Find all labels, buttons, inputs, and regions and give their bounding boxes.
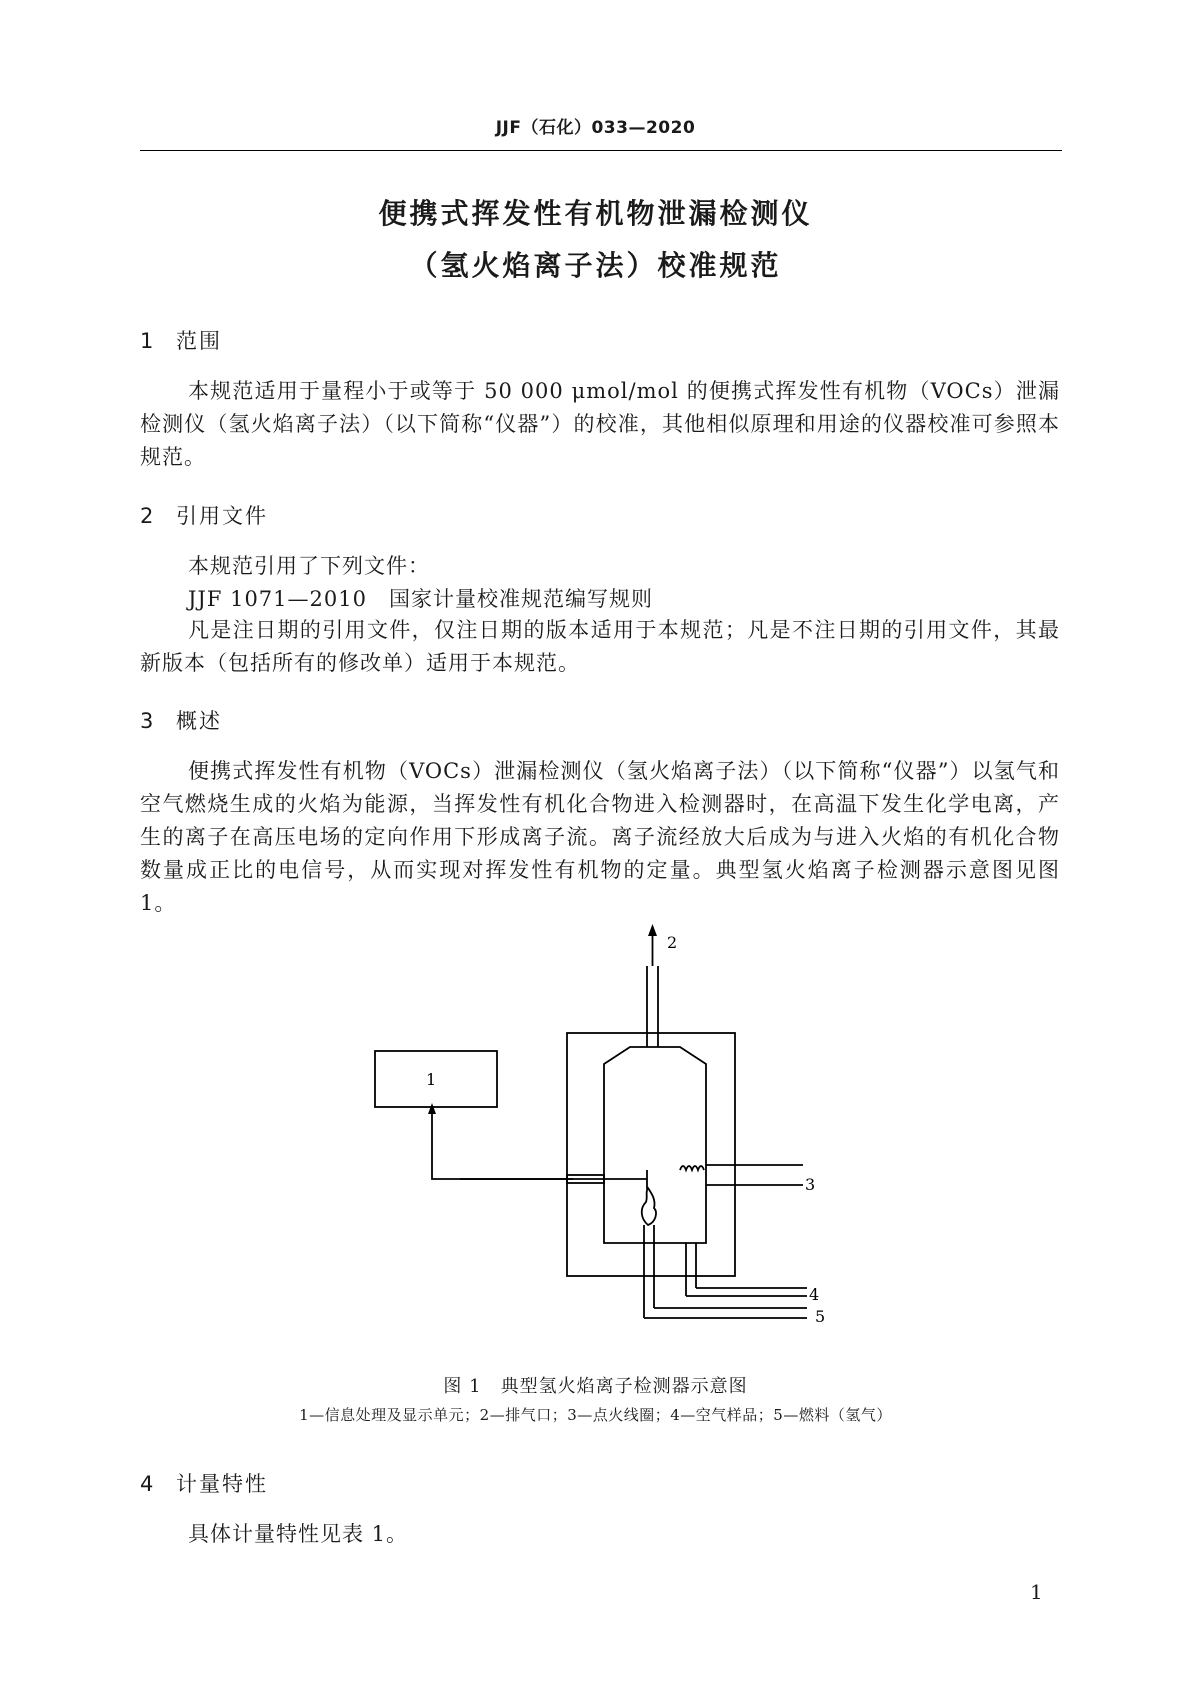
section-2-intro: 本规范引用了下列文件： [188,554,430,578]
flame [642,1188,656,1225]
page-number: 1 [1030,1580,1043,1604]
section-title: 计量特性 [176,1472,268,1496]
section-number: 3 [140,709,156,733]
section-title: 概述 [176,709,222,733]
section-2-paragraph: 凡是注日期的引用文件，仅注日期的版本适用于本规范；凡是不注日期的引用文件，其最新版本（包括所有的修改单）适用于本规范。 [140,618,1060,675]
outer-housing [567,1033,735,1276]
signal-wire [432,1110,573,1179]
document-title-line1: 便携式挥发性有机物泄漏检测仪 [378,197,813,230]
referenced-document: JJF 1071—2010 国家计量校准规范编写规则 [188,587,653,611]
figure-legend: 1—信息处理及显示单元；2—排气口；3—点火线圈；4—空气样品；5—燃料（氢气） [299,1406,892,1424]
ignition-coil [680,1166,704,1170]
label-4: 4 [809,1285,820,1304]
section-title: 引用文件 [176,504,268,528]
signal-arrow-head [428,1103,436,1114]
label-2: 2 [667,933,678,952]
section-4-heading [140,1468,268,1498]
label-3: 3 [805,1175,816,1194]
label-5: 5 [815,1307,826,1326]
section-title: 范围 [176,329,222,353]
exhaust-arrow-head [648,924,657,936]
document-title-line2: （氢火焰离子法）校准规范 [409,249,782,282]
section-number: 4 [140,1472,156,1496]
section-number: 1 [140,329,156,353]
section-4-paragraph: 具体计量特性见表 1。 [188,1522,409,1546]
section-number: 2 [140,504,156,528]
label-1: 1 [426,1070,437,1089]
document-code-header: JJF（石化）033—2020 [495,118,696,138]
inner-chamber [604,1047,706,1243]
section-1-paragraph: 本规范适用于量程小于或等于 50 000 μmol/mol 的便携式挥发性有机物（VOCs）泄漏检测仪（氢火焰离子法）（以下简称“仪器”）的校准，其他相似原理和用途的仪器校准可参照本规范。 [140,379,1060,469]
figure-caption: 图 1 典型氢火焰离子检测器示意图 [443,1376,748,1397]
section-3-paragraph: 便携式挥发性有机物（VOCs）泄漏检测仪（氢火焰离子法）（以下简称“仪器”）以氢气和空气燃烧生成的火焰为能源，当挥发性有机化合物进入检测器时，在高温下发生化学电离，产生的离子在高压电场的定向作用下形成离子流。离子流经放大后成为与进入火焰的有机化合物数量成正比的电信号，从而实现对挥发性有机物的定量。典型氢火焰离子检测器示意图见图 1。 [140,759,1060,915]
